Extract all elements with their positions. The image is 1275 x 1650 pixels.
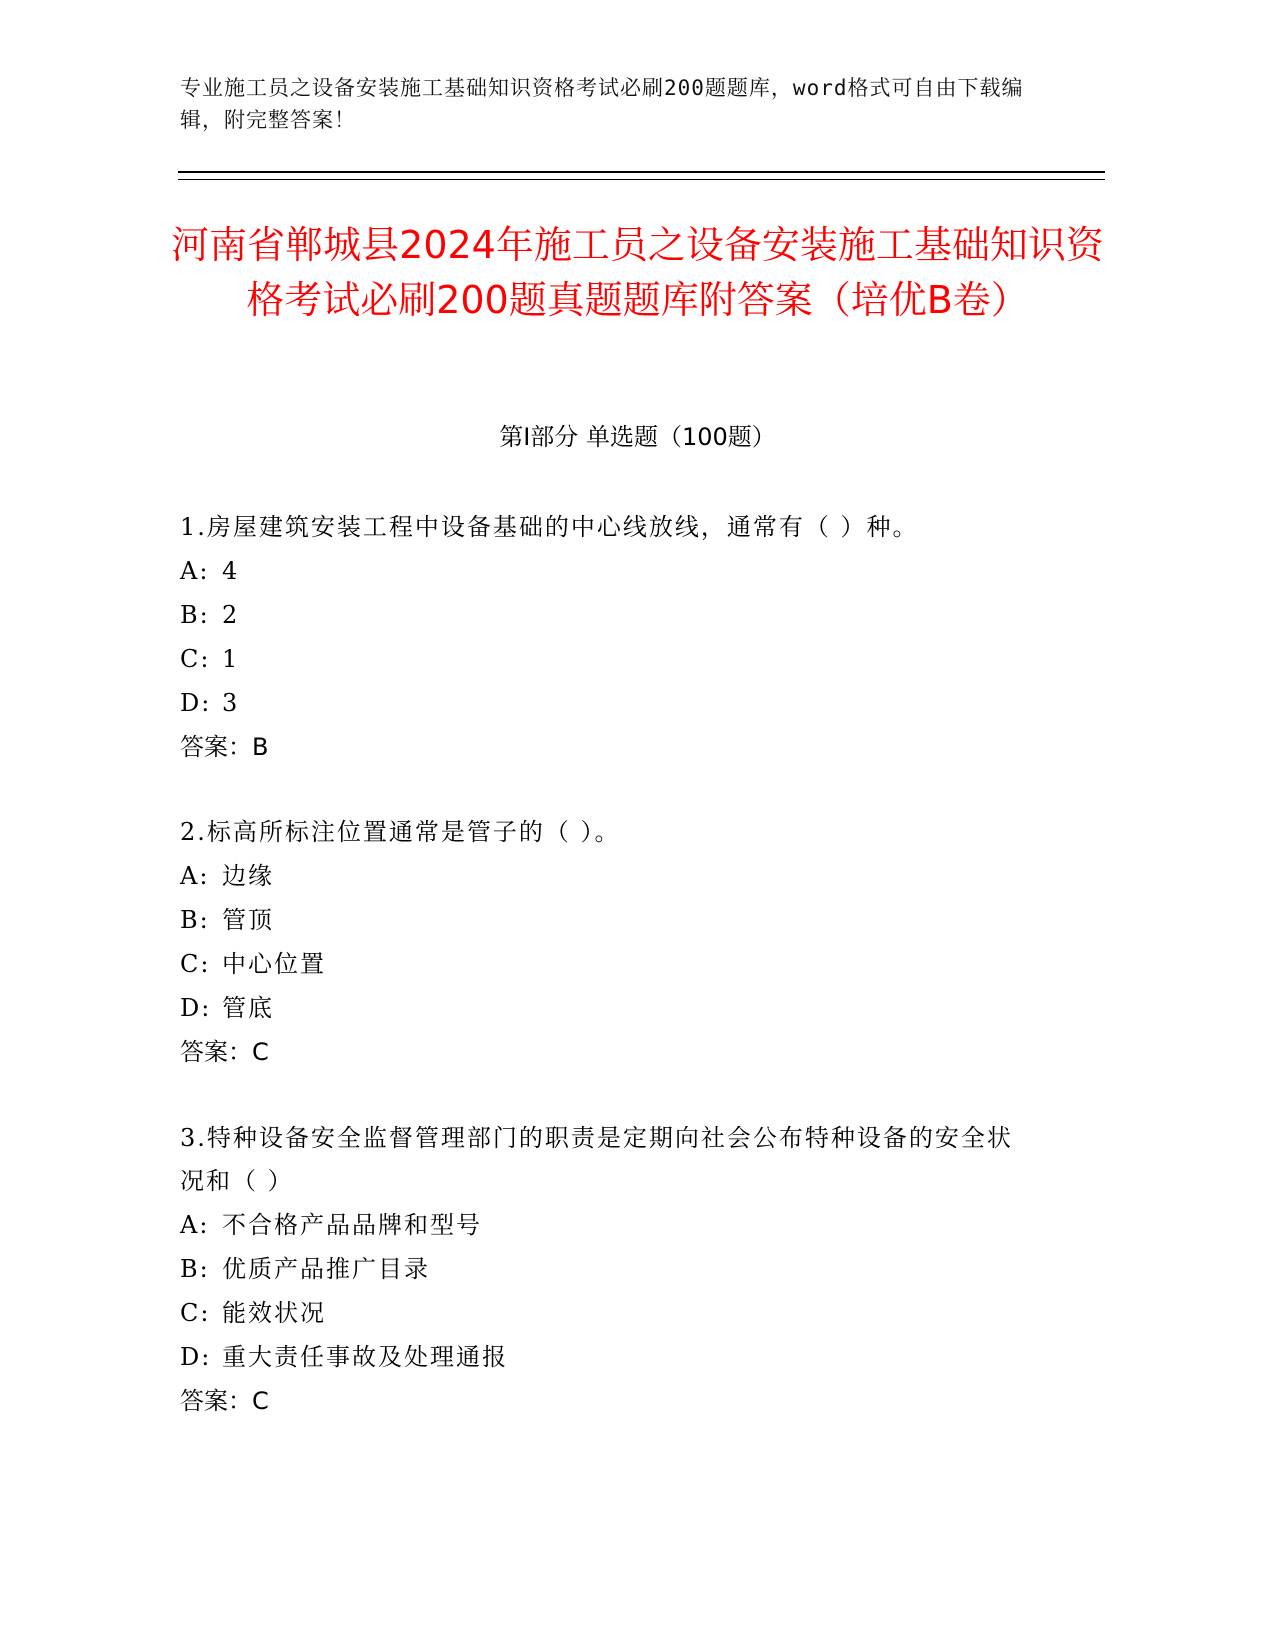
answer-line: 答案：B [180, 733, 269, 761]
answer-line: 答案：C [180, 1038, 269, 1066]
option-letter: D: [180, 994, 212, 1022]
question-item [180, 811, 1030, 1074]
option-text: 1 [222, 645, 240, 673]
option-text: 中心位置 [222, 950, 326, 978]
option-letter: C: [180, 645, 211, 673]
option-b [180, 593, 1030, 637]
option-letter: B: [180, 906, 210, 934]
option-a [180, 549, 1030, 593]
option-c [180, 1291, 1030, 1335]
option-d [180, 986, 1030, 1030]
option-d [180, 681, 1030, 725]
option-letter: B: [180, 1255, 210, 1283]
option-text: 优质产品推广目录 [222, 1255, 430, 1283]
option-c [180, 637, 1030, 681]
option-text: 管顶 [222, 906, 274, 934]
header-note: 专业施工员之设备安装施工基础知识资格考试必刷200题题库，word格式可自由下载编辑，附完整答案！ [180, 76, 1024, 132]
option-text: 3 [222, 689, 240, 717]
option-letter: C: [180, 1299, 211, 1327]
header-divider-thick [178, 171, 1105, 173]
section-title: 第Ⅰ部分 单选题（100题） [499, 423, 776, 451]
question-stem: 3.特种设备安全监督管理部门的职责是定期向社会公布特种设备的安全状况和（ ） [180, 1124, 1013, 1195]
option-a [180, 1203, 1030, 1247]
answer-line: 答案：C [180, 1387, 269, 1415]
option-text: 管底 [222, 994, 274, 1022]
option-text: 边缘 [222, 862, 274, 890]
question-stem: 2.标高所标注位置通常是管子的（ ）。 [180, 818, 621, 846]
option-letter: B: [180, 601, 210, 629]
option-text: 不合格产品品牌和型号 [222, 1211, 482, 1239]
option-letter: C: [180, 950, 211, 978]
option-text: 4 [222, 557, 240, 585]
option-text: 2 [222, 601, 240, 629]
option-letter: A: [180, 1211, 210, 1239]
option-b [180, 1247, 1030, 1291]
option-d [180, 1335, 1030, 1379]
option-a [180, 854, 1030, 898]
question-item [180, 1117, 1030, 1423]
question-item [180, 506, 1030, 769]
option-letter: D: [180, 689, 212, 717]
document-title: 河南省郸城县2024年施工员之设备安装施工基础知识资格考试必刷200题真题题库附答案（培优B卷） [171, 223, 1104, 322]
option-letter: A: [180, 557, 210, 585]
option-letter: A: [180, 862, 210, 890]
option-text: 重大责任事故及处理通报 [222, 1343, 508, 1371]
option-c [180, 942, 1030, 986]
question-stem: 1.房屋建筑安装工程中设备基础的中心线放线，通常有（ ）种。 [180, 513, 919, 541]
header-divider-thin [178, 179, 1105, 180]
option-b [180, 898, 1030, 942]
option-text: 能效状况 [222, 1299, 326, 1327]
option-letter: D: [180, 1343, 212, 1371]
